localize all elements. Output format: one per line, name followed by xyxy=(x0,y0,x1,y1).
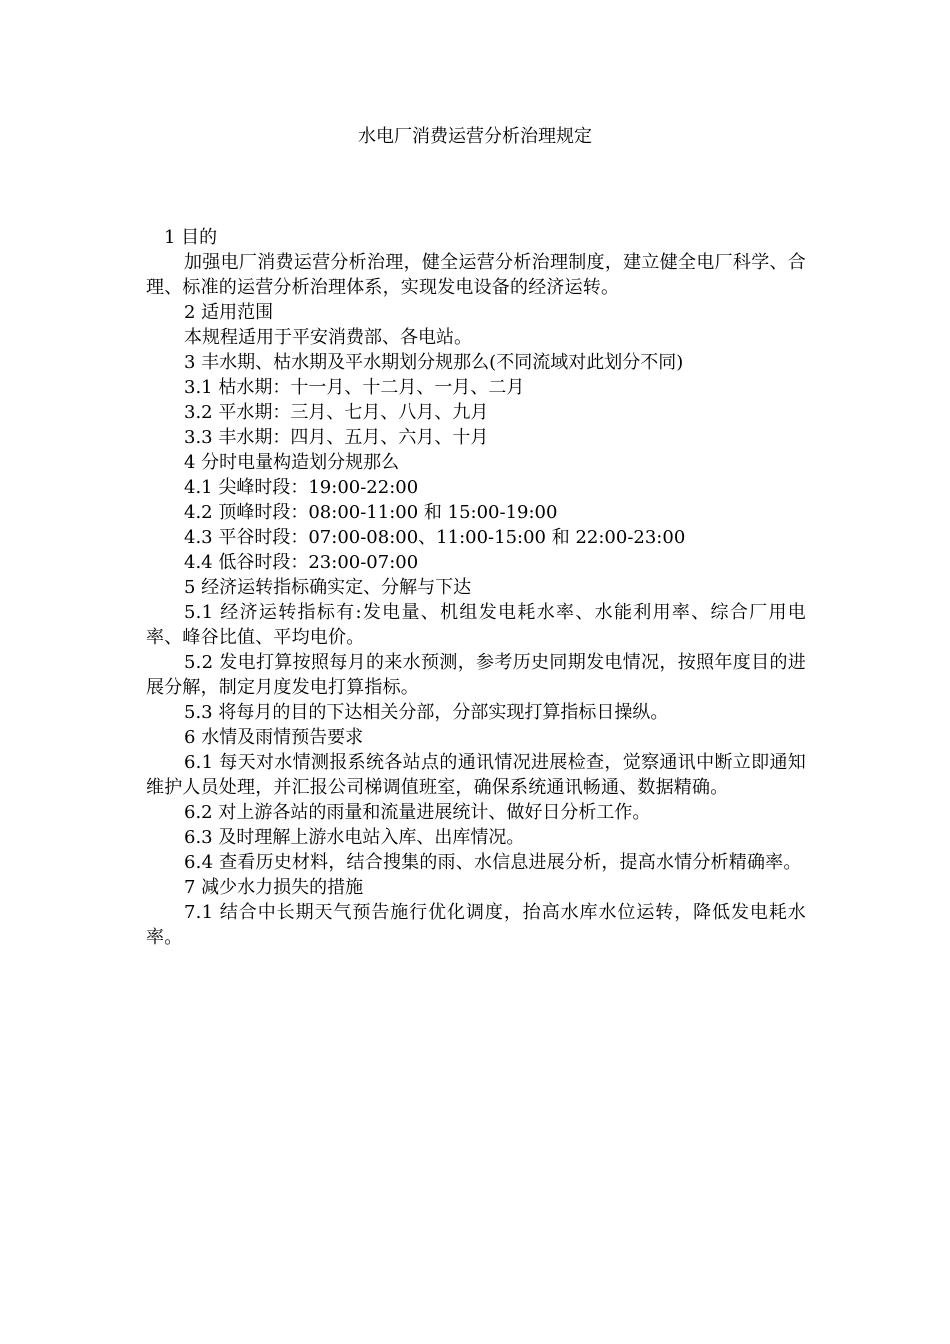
list-item-normal-period: 3.2 平水期：三月、七月、八月、九月 xyxy=(184,402,489,423)
paragraph-generation-plan: 5.2 发电打算按照每月的来水预测，参考历史同期发电情况，按照年度目的进展分解，制定月度发电打算指标。 xyxy=(146,652,806,698)
list-item-flat: 4.3 平谷时段：07:00-08:00、11:00-15:00 和 22:00-23:00 xyxy=(184,527,686,548)
document-body xyxy=(146,225,806,950)
paragraph-historical-analysis: 6.4 查看历史材料，结合搜集的雨、水信息进展分析，提高水情分析精确率。 xyxy=(184,852,802,873)
paragraph-purpose: 加强电厂消费运营分析治理，健全运营分析治理制度，建立健全电厂科学、合理、标准的运营分析治理体系，实现发电设备的经济运转。 xyxy=(146,252,806,298)
section-heading-time-of-use: 4 分时电量构造划分规那么 xyxy=(184,452,400,473)
paragraph-optimization: 7.1 结合中长期天气预告施行优化调度，抬高水库水位运转，降低发电耗水率。 xyxy=(146,902,806,948)
section-heading-economic-indicators: 5 经济运转指标确实定、分解与下达 xyxy=(184,577,472,598)
list-item-peak: 4.2 顶峰时段：08:00-11:00 和 15:00-19:00 xyxy=(184,502,558,523)
list-item-wet-period: 3.3 丰水期：四月、五月、六月、十月 xyxy=(184,427,489,448)
paragraph-statistics: 6.2 对上游各站的雨量和流量进展统计、做好日分析工作。 xyxy=(184,802,651,823)
section-heading-water-periods: 3 丰水期、枯水期及平水期划分规那么(不同流域对此划分不同) xyxy=(184,352,684,373)
section-heading-scope: 2 适用范围 xyxy=(184,302,274,323)
list-item-dry-period: 3.1 枯水期：十一月、十二月、一月、二月 xyxy=(184,377,525,398)
list-item-valley: 4.4 低谷时段：23:00-07:00 xyxy=(184,552,419,573)
paragraph-reservoir-status: 6.3 及时理解上游水电站入库、出库情况。 xyxy=(184,827,525,848)
paragraph-daily-check: 6.1 每天对水情测报系统各站点的通讯情况进展检查，觉察通讯中断立即通知维护人员处理，并汇报公司梯调值班室，确保系统通讯畅通、数据精确。 xyxy=(146,752,806,798)
list-item-sharp-peak: 4.1 尖峰时段：19:00-22:00 xyxy=(184,477,419,498)
paragraph-monthly-targets: 5.3 将每月的目的下达相关分部，分部实现打算指标日操纵。 xyxy=(184,702,669,723)
section-heading-forecast: 6 水情及雨情预告要求 xyxy=(184,727,364,748)
paragraph-indicator-list: 5.1 经济运转指标有:发电量、机组发电耗水率、水能利用率、综合厂用电率、峰谷比值、平均电价。 xyxy=(146,602,806,648)
document-title: 水电厂消费运营分析治理规定 xyxy=(358,126,592,147)
section-heading-purpose: 1 目的 xyxy=(164,227,218,248)
paragraph-scope: 本规程适用于平安消费部、各电站。 xyxy=(184,327,472,348)
section-heading-loss-reduction: 7 减少水力损失的措施 xyxy=(184,877,364,898)
